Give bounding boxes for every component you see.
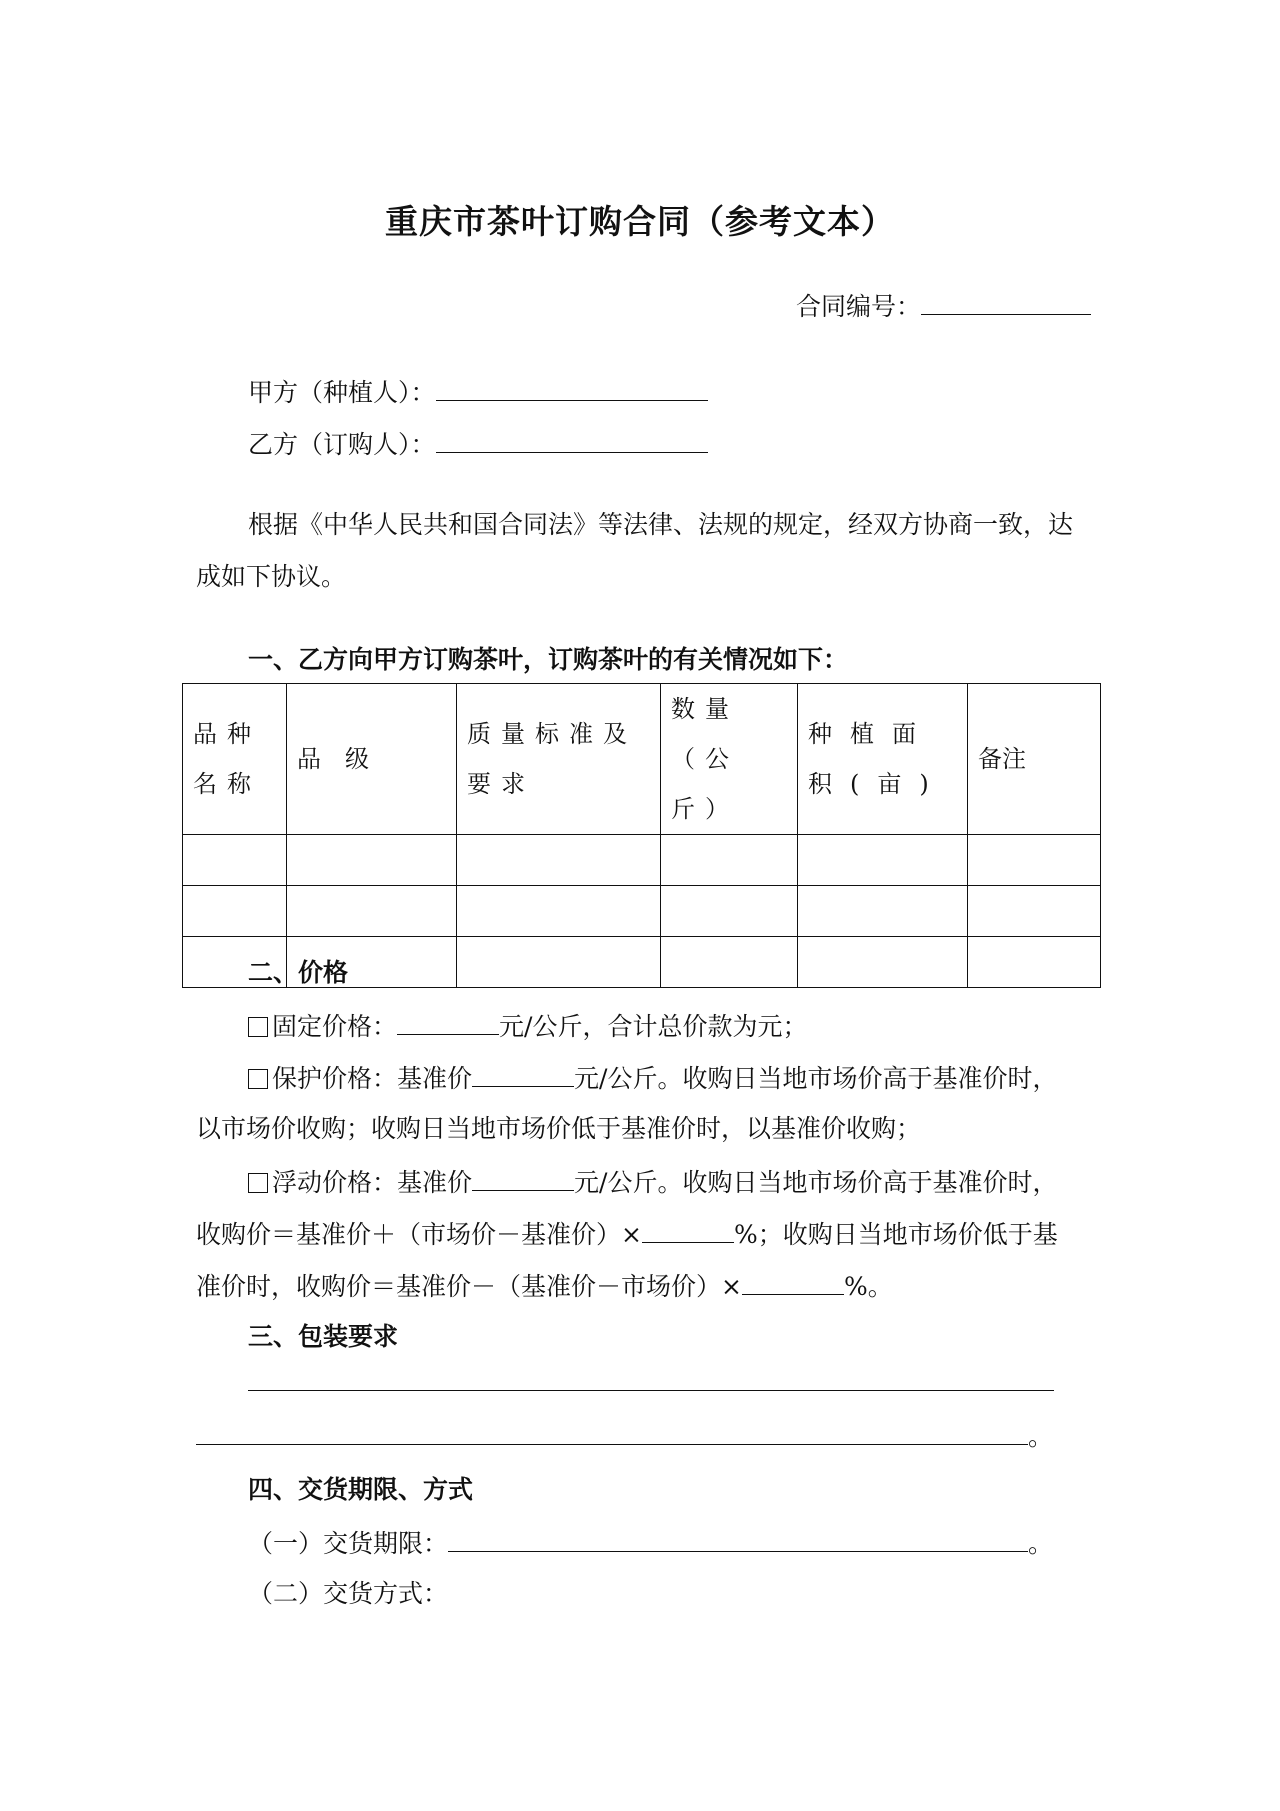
header-quantity: 数量（公斤） bbox=[661, 684, 798, 835]
header-area: 种植面积(亩) bbox=[798, 684, 968, 835]
table-cell[interactable] bbox=[457, 886, 661, 937]
section-1-heading: 一、乙方向甲方订购茶叶，订购茶叶的有关情况如下： bbox=[248, 645, 849, 674]
table-header-row bbox=[183, 684, 1101, 835]
party-b-row bbox=[248, 428, 708, 460]
table-cell[interactable] bbox=[798, 886, 968, 937]
table-cell[interactable] bbox=[183, 835, 287, 886]
delivery-deadline-field[interactable] bbox=[448, 1527, 1028, 1552]
float-price-checkbox[interactable] bbox=[248, 1173, 268, 1193]
price-fixed-row bbox=[248, 1010, 807, 1042]
table-cell[interactable] bbox=[661, 835, 798, 886]
price-protect-row bbox=[248, 1062, 1057, 1094]
packaging-period: 。 bbox=[1028, 1422, 1054, 1451]
table-cell[interactable] bbox=[968, 937, 1101, 988]
table-cell[interactable] bbox=[287, 835, 457, 886]
price-protect-suffix: 元/公斤。收购日当地市场价高于基准价时， bbox=[574, 1064, 1058, 1093]
price-float-line3-prefix: 准价时，收购价＝基准价－（基准价－市场价）× bbox=[196, 1272, 742, 1301]
order-table bbox=[182, 683, 1101, 988]
fixed-price-checkbox[interactable] bbox=[248, 1017, 268, 1037]
table-cell[interactable] bbox=[287, 886, 457, 937]
price-float-line3-suffix: %。 bbox=[843, 1272, 893, 1301]
table-cell[interactable] bbox=[968, 835, 1101, 886]
packaging-line-1[interactable] bbox=[248, 1390, 1054, 1391]
contract-title: 重庆市茶叶订购合同（参考文本） bbox=[385, 202, 895, 241]
float-percent-up-field[interactable] bbox=[642, 1218, 734, 1243]
party-a-label: 甲方（种植人）： bbox=[248, 378, 436, 407]
delivery-method-label: （二）交货方式： bbox=[248, 1579, 449, 1608]
delivery-deadline-label: （一）交货期限： bbox=[248, 1529, 449, 1558]
float-price-field[interactable] bbox=[472, 1166, 574, 1191]
price-protect-prefix: 保护价格：基准价 bbox=[272, 1064, 473, 1093]
header-remarks: 备注 bbox=[968, 684, 1101, 835]
contract-number-field[interactable] bbox=[921, 290, 1091, 315]
header-grade: 品 级 bbox=[287, 684, 457, 835]
price-float-line-2 bbox=[196, 1218, 1058, 1250]
contract-number-row bbox=[796, 290, 1091, 322]
table-row bbox=[183, 886, 1101, 937]
party-b-label: 乙方（订购人）： bbox=[248, 430, 436, 459]
table-cell[interactable] bbox=[798, 937, 968, 988]
delivery-deadline-period: 。 bbox=[1028, 1529, 1054, 1558]
intro-line-2: 成如下协议。 bbox=[196, 562, 347, 591]
table-cell[interactable] bbox=[457, 835, 661, 886]
party-a-field[interactable] bbox=[436, 376, 708, 401]
intro-line-1: 根据《中华人民共和国合同法》等法律、法规的规定，经双方协商一致，达 bbox=[248, 510, 1074, 539]
price-float-prefix: 浮动价格：基准价 bbox=[272, 1168, 473, 1197]
section-3-heading: 三、包装要求 bbox=[248, 1322, 399, 1351]
header-quality: 质量标准及要求 bbox=[457, 684, 661, 835]
packaging-line-2[interactable] bbox=[196, 1420, 1028, 1445]
table-row bbox=[183, 835, 1101, 886]
table-cell[interactable] bbox=[661, 886, 798, 937]
float-percent-down-field[interactable] bbox=[742, 1270, 844, 1295]
table-cell[interactable] bbox=[183, 886, 287, 937]
party-b-field[interactable] bbox=[436, 428, 708, 453]
protect-price-field[interactable] bbox=[472, 1062, 574, 1087]
packaging-line-2-row bbox=[196, 1420, 1053, 1452]
contract-number-label: 合同编号： bbox=[796, 292, 922, 321]
table-cell[interactable] bbox=[968, 886, 1101, 937]
price-protect-line-2: 以市场价收购；收购日当地市场价低于基准价时，以基准价收购； bbox=[196, 1114, 922, 1143]
protect-price-checkbox[interactable] bbox=[248, 1069, 268, 1089]
table-cell[interactable] bbox=[798, 835, 968, 886]
price-float-line2-prefix: 收购价＝基准价＋（市场价－基准价）× bbox=[196, 1220, 642, 1249]
header-variety: 品种名称 bbox=[183, 684, 287, 835]
table-cell[interactable] bbox=[661, 937, 798, 988]
delivery-deadline-row bbox=[248, 1527, 1053, 1559]
table-cell[interactable] bbox=[457, 937, 661, 988]
price-fixed-prefix: 固定价格： bbox=[272, 1012, 398, 1041]
section-2-heading: 二、价格 bbox=[248, 958, 349, 987]
section-4-heading: 四、交货期限、方式 bbox=[248, 1475, 474, 1504]
price-float-line-3 bbox=[196, 1270, 893, 1302]
price-fixed-suffix: 元/公斤，合计总价款为元； bbox=[499, 1012, 808, 1041]
party-a-row bbox=[248, 376, 708, 408]
price-float-row bbox=[248, 1166, 1057, 1198]
price-float-line2-suffix: %；收购日当地市场价低于基 bbox=[733, 1220, 1058, 1249]
price-float-suffix: 元/公斤。收购日当地市场价高于基准价时， bbox=[574, 1168, 1058, 1197]
fixed-price-field[interactable] bbox=[397, 1010, 499, 1035]
